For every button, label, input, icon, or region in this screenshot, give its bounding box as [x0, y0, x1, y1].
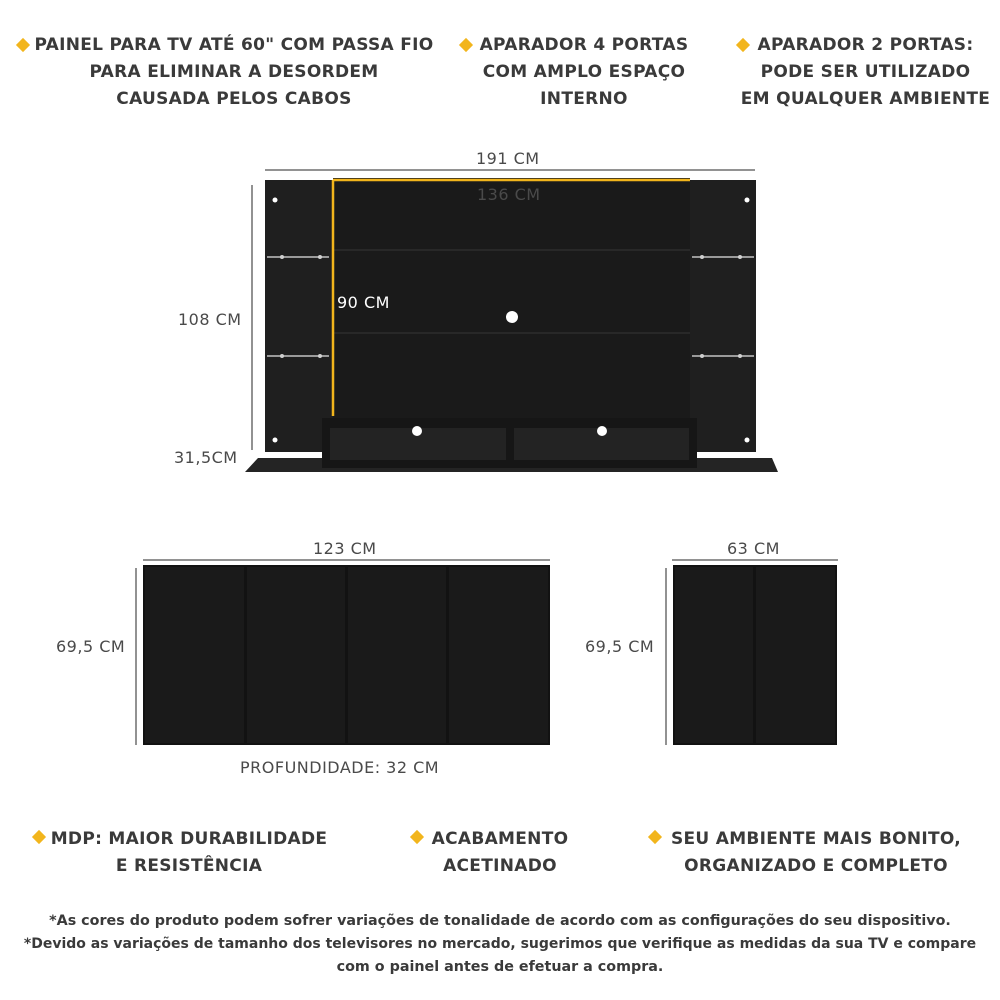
shelf-support	[318, 255, 322, 259]
footnote-tv-size: *Devido as variações de tamanho dos televisores no mercado, sugerimos que verifique as medidas da sua TV e compare	[23, 936, 977, 952]
feature-line: PAINEL PARA TV ATÉ 60" COM PASSA FIO	[34, 35, 434, 55]
feature-line: ORGANIZADO E COMPLETO	[684, 856, 948, 876]
feature-finish	[420, 826, 580, 880]
dimension-label-width: 123 CM	[313, 539, 377, 558]
feature-line: ACETINADO	[443, 856, 557, 876]
dimension-label-depth: 31,5CM	[174, 448, 238, 467]
feature-environment	[660, 826, 972, 880]
footnote-tv-size-continued: com o painel antes de efetuar a compra.	[336, 959, 664, 975]
cable-hole-icon	[412, 426, 422, 436]
panel-right-side	[690, 180, 756, 452]
dimension-label-height: 69,5 CM	[585, 637, 655, 656]
cabinet-door	[348, 567, 446, 743]
cable-hole-icon	[597, 426, 607, 436]
dimension-label-height-inner: 90 CM	[337, 293, 390, 312]
feature-line: ACABAMENTO	[431, 829, 569, 849]
sideboard-2-doors	[673, 565, 837, 745]
feature-line: CAUSADA PELOS CABOS	[116, 89, 352, 109]
shelf-support	[280, 354, 284, 358]
feature-line: COM AMPLO ESPAÇO	[482, 62, 686, 82]
dimension-label-width-total: 191 CM	[476, 149, 540, 168]
feature-line: MDP: MAIOR DURABILIDADE	[50, 829, 328, 849]
feature-line: PODE SER UTILIZADO	[760, 62, 971, 82]
dimension-label-width: 63 CM	[727, 539, 780, 558]
shelf-support	[738, 354, 742, 358]
feature-line: SEU AMBIENTE MAIS BONITO,	[670, 829, 962, 849]
dimension-label-width-inner: 136 CM	[477, 185, 541, 204]
screw-dot	[745, 198, 750, 203]
panel-left-side	[265, 180, 333, 452]
cabinet-door	[145, 567, 244, 743]
cabinet-door	[449, 567, 548, 743]
footnote-colors: *As cores do produto podem sofrer variações de tonalidade de acordo com as configurações do seu dispositivo.	[49, 913, 951, 929]
shelf-support	[700, 354, 704, 358]
feature-line: PARA ELIMINAR A DESORDEM	[89, 62, 379, 82]
dimension-label-height: 69,5 CM	[56, 637, 126, 656]
shelf-support	[318, 354, 322, 358]
dimension-label-depth: PROFUNDIDADE: 32 CM	[240, 758, 440, 777]
feature-line: EM QUALQUER AMBIENTE	[740, 89, 991, 109]
dimension-label-height-total: 108 CM	[178, 310, 242, 329]
screw-dot	[273, 438, 278, 443]
feature-mdp	[44, 826, 334, 880]
screw-dot	[745, 438, 750, 443]
cabinet-door	[675, 567, 753, 743]
feature-line: INTERNO	[540, 89, 628, 109]
shelf-support	[700, 255, 704, 259]
cabinet-door	[247, 567, 345, 743]
shelf-support	[738, 255, 742, 259]
shelf-support	[280, 255, 284, 259]
feature-line: APARADOR 4 PORTAS	[479, 35, 689, 55]
feature-line: APARADOR 2 PORTAS:	[757, 35, 974, 55]
screw-dot	[273, 198, 278, 203]
cabinet-door	[756, 567, 835, 743]
feature-line: E RESISTÊNCIA	[115, 856, 263, 876]
sideboard-4-doors	[143, 565, 550, 745]
cable-hole-icon	[506, 311, 518, 323]
